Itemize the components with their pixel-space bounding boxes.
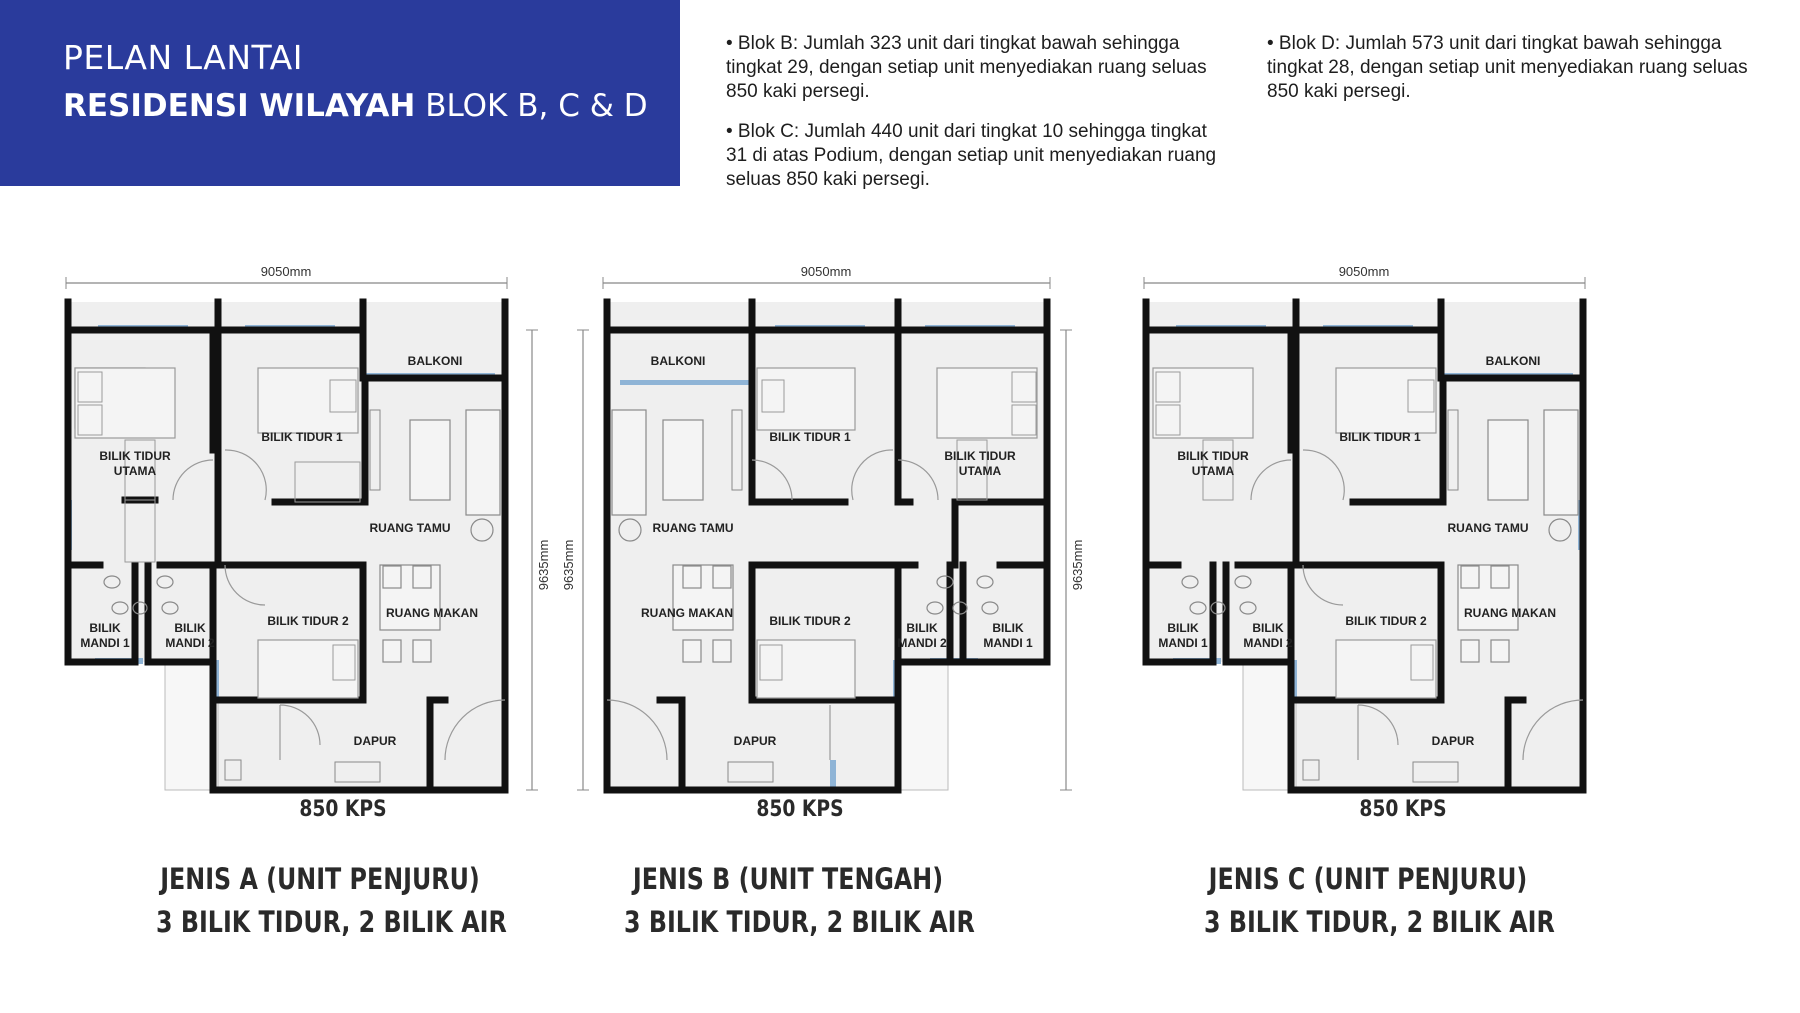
room-ruang-tamu: RUANG TAMU (1447, 521, 1529, 535)
room-bilik-tidur-2: BILIK TIDUR 2 (1345, 614, 1427, 628)
plan-c-caption (1303, 797, 1503, 822)
height-dimension: 9635mm (561, 539, 576, 591)
room-bilik-mandi-1-b: MANDI 1 (1158, 636, 1208, 650)
unit-type-title: JENIS A (UNIT PENJURU) (160, 862, 480, 896)
room-bilik-tidur-utama-2: UTAMA (1191, 464, 1235, 478)
room-bilik-tidur-1: BILIK TIDUR 1 (769, 430, 851, 444)
room-dapur: DAPUR (1431, 734, 1475, 748)
room-bilik-mandi-2: BILIK (1252, 621, 1284, 635)
room-dapur: DAPUR (733, 734, 777, 748)
area-label: 850 KPS (756, 797, 844, 822)
room-balkoni: BALKONI (1485, 354, 1541, 368)
room-bilik-mandi-2-b: MANDI 2 (897, 636, 947, 650)
room-balkoni: BALKONI (650, 354, 706, 368)
room-bilik-mandi-1: BILIK (89, 621, 121, 635)
plan-b-type (588, 858, 988, 944)
room-bilik-tidur-utama-2: UTAMA (958, 464, 1002, 478)
area-label: 850 KPS (1359, 797, 1447, 822)
room-bilik-tidur-utama-2: UTAMA (113, 464, 157, 478)
room-bilik-tidur-2: BILIK TIDUR 2 (769, 614, 851, 628)
room-bilik-mandi-2: BILIK (906, 621, 938, 635)
title-line-1: PELAN LANTAI (63, 38, 303, 77)
note-blok-c: • Blok C: Jumlah 440 unit dari tingkat 10 sehingga tingkat 31 di atas Podium, dengan setiap unit menyediakan ruang seluas 850 kaki persegi. (726, 121, 1217, 190)
title-project-name: RESIDENSI WILAYAH (63, 88, 416, 124)
plan-jenis-b (561, 264, 1085, 790)
plan-a-caption (243, 797, 443, 822)
height-dimension: 9635mm (536, 539, 551, 591)
room-ruang-tamu: RUANG TAMU (369, 521, 451, 535)
height-dimension-right: 9635mm (1070, 539, 1085, 591)
area-label: 850 KPS (299, 797, 387, 822)
unit-type-rooms: 3 BILIK TIDUR, 2 BILIK AIR (156, 905, 507, 939)
room-bilik-mandi-2-b: MANDI 2 (165, 636, 215, 650)
room-bilik-mandi-1: BILIK (992, 621, 1024, 635)
plan-b-caption (700, 797, 900, 822)
room-bilik-tidur-2: BILIK TIDUR 2 (267, 614, 349, 628)
room-bilik-mandi-1-b: MANDI 1 (80, 636, 130, 650)
width-dimension: 9050mm (800, 264, 852, 279)
room-bilik-tidur-utama: BILIK TIDUR (1177, 449, 1249, 463)
room-dapur: DAPUR (353, 734, 397, 748)
note-blok-d: • Blok D: Jumlah 573 unit dari tingkat bawah sehingga tingkat 28, dengan setiap unit menyediakan ruang seluas 850 kaki persegi. (1267, 33, 1748, 102)
room-bilik-mandi-1-b: MANDI 1 (983, 636, 1033, 650)
plan-jenis-c (1144, 264, 1585, 790)
plan-jenis-a (66, 264, 551, 790)
unit-type-rooms: 3 BILIK TIDUR, 2 BILIK AIR (624, 905, 975, 939)
unit-type-rooms: 3 BILIK TIDUR, 2 BILIK AIR (1204, 905, 1555, 939)
room-ruang-makan: RUANG MAKAN (641, 606, 733, 620)
width-dimension: 9050mm (1338, 264, 1390, 279)
room-bilik-mandi-2: BILIK (174, 621, 206, 635)
unit-type-title: JENIS C (UNIT PENJURU) (1208, 862, 1528, 896)
room-bilik-tidur-1: BILIK TIDUR 1 (1339, 430, 1421, 444)
plan-c-type (1168, 858, 1568, 944)
room-bilik-tidur-1: BILIK TIDUR 1 (261, 430, 343, 444)
note-blok-b: • Blok B: Jumlah 323 unit dari tingkat bawah sehingga tingkat 29, dengan setiap unit menyediakan ruang seluas 850 kaki persegi. (726, 33, 1207, 102)
room-bilik-mandi-2-b: MANDI 2 (1243, 636, 1293, 650)
plan-a-type (120, 858, 520, 944)
room-bilik-tidur-utama: BILIK TIDUR (99, 449, 171, 463)
title-blocks: BLOK B, C & D (425, 88, 648, 124)
width-dimension: 9050mm (260, 264, 312, 279)
room-bilik-mandi-1: BILIK (1167, 621, 1199, 635)
room-ruang-makan: RUANG MAKAN (1464, 606, 1556, 620)
unit-type-title: JENIS B (UNIT TENGAH) (632, 862, 944, 896)
room-balkoni: BALKONI (407, 354, 463, 368)
room-bilik-tidur-utama: BILIK TIDUR (944, 449, 1016, 463)
room-ruang-tamu: RUANG TAMU (652, 521, 734, 535)
room-ruang-makan: RUANG MAKAN (386, 606, 478, 620)
